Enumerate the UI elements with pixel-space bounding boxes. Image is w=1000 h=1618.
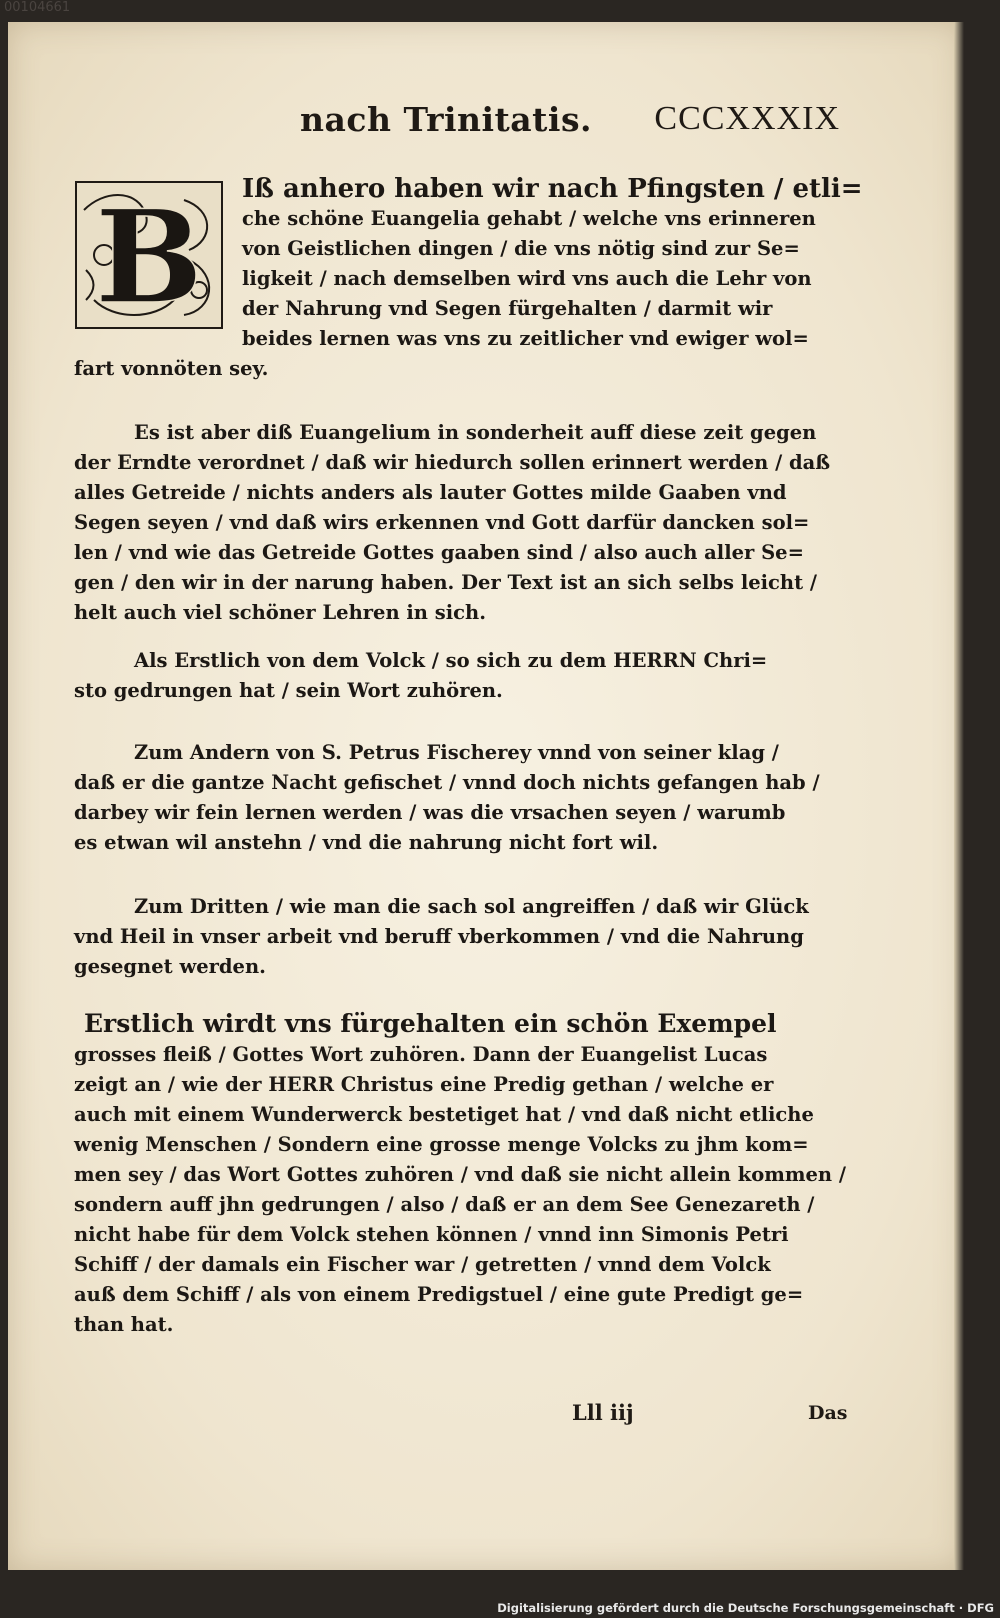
text-line: than hat.	[74, 1313, 174, 1336]
text-line: ligkeit / nach demselben wird vns auch die Lehr von	[242, 267, 812, 290]
paragraph-third-point	[74, 892, 854, 982]
text-line: men sey / das Wort Gottes zuhören / vnd daß sie nicht allein kommen /	[74, 1163, 847, 1186]
text-line: von Geistlichen dingen / die vns nötig sind zur Se=	[242, 237, 800, 260]
text-line: auß dem Schiff / als von einem Predigstuel / eine gute Predigt ge=	[74, 1283, 804, 1306]
text-line: Es ist aber diß Euangelium in sonderheit auff diese zeit gegen	[134, 421, 817, 444]
text-line: Segen seyen / vnd daß wirs erkennen vnd Gott darfür dancken sol=	[74, 511, 810, 534]
text-line: es etwan wil anstehn / vnd die nahrung nicht fort wil.	[74, 831, 659, 854]
text-line: wenig Menschen / Sondern eine grosse menge Volcks zu jhm kom=	[74, 1133, 809, 1156]
text-line: helt auch viel schöner Lehren in sich.	[74, 601, 487, 624]
text-line: zeigt an / wie der HERR Christus eine Predig gethan / welche er	[74, 1073, 774, 1096]
initial-letter-glyph: B	[94, 183, 204, 330]
text-line: gesegnet werden.	[74, 955, 266, 978]
text-line: sto gedrungen hat / sein Wort zuhören.	[74, 679, 503, 702]
running-head: nach Trinitatis.	[300, 100, 593, 139]
text-line: daß er die gantze Nacht gefischet / vnnd doch nichts gefangen hab /	[74, 771, 820, 794]
text-line: fart vonnöten sey.	[74, 357, 269, 380]
folio-number: CCCXXXIX	[654, 100, 840, 137]
text-line: Iß anhero haben wir nach Pfingsten / etli=	[242, 174, 863, 204]
text-line: Zum Andern von S. Petrus Fischerey vnnd von seiner klag /	[134, 741, 779, 764]
paragraph-second-point	[74, 738, 854, 858]
paragraph-harvest	[74, 418, 854, 628]
text-line: vnd Heil in vnser arbeit vnd beruff vberkommen / vnd die Nahrung	[74, 925, 804, 948]
text-line: grosses fleiß / Gottes Wort zuhören. Dann der Euangelist Lucas	[74, 1043, 768, 1066]
page-edge	[954, 22, 964, 1570]
scan-id: 00104661	[4, 0, 71, 15]
text-line: che schöne Euangelia gehabt / welche vns erinneren	[242, 207, 816, 230]
digitization-credit: Digitalisierung gefördert durch die Deutsche Forschungsgemeinschaft · DFG	[497, 1601, 994, 1615]
text-line: auch mit einem Wunderwerck bestetiget hat / vnd daß nicht etliche	[74, 1103, 814, 1126]
paragraph-example	[74, 1008, 854, 1340]
text-line: beides lernen was vns zu zeitlicher vnd ewiger wol=	[242, 327, 809, 350]
text-line: sondern auff jhn gedrungen / also / daß er an dem See Genezareth /	[74, 1193, 815, 1216]
page-header	[300, 100, 848, 156]
text-line: Zum Dritten / wie man die sach sol angreiffen / daß wir Glück	[134, 895, 809, 918]
text-line: darbey wir fein lernen werden / was die vrsachen seyen / warumb	[74, 801, 786, 824]
book-page	[8, 22, 964, 1570]
paragraph-first-point	[74, 646, 854, 706]
catchword: Das	[808, 1402, 848, 1424]
text-line: alles Getreide / nichts anders als lauter Gottes milde Gaaben vnd	[74, 481, 787, 504]
text-line: der Nahrung vnd Segen fürgehalten / darmit wir	[242, 297, 773, 320]
text-line: Als Erstlich von dem Volck / so sich zu dem HERRN Chri=	[134, 649, 768, 672]
signature-mark: Lll iij	[572, 1400, 634, 1425]
paragraph-intro	[74, 174, 863, 384]
text-line: len / vnd wie das Getreide Gottes gaaben sind / also auch aller Se=	[74, 541, 804, 564]
text-line: der Erndte verordnet / daß wir hiedurch sollen erinnert werden / daß	[74, 451, 831, 474]
text-line: Erstlich wirdt vns fürgehalten ein schön Exempel	[84, 1009, 777, 1038]
text-line: Schiff / der damals ein Fischer war / getretten / vnnd dem Volck	[74, 1253, 771, 1276]
text-line: nicht habe für dem Volck stehen können / vnnd inn Simonis Petri	[74, 1223, 789, 1246]
text-line: gen / den wir in der narung haben. Der Text ist an sich selbs leicht /	[74, 571, 818, 594]
